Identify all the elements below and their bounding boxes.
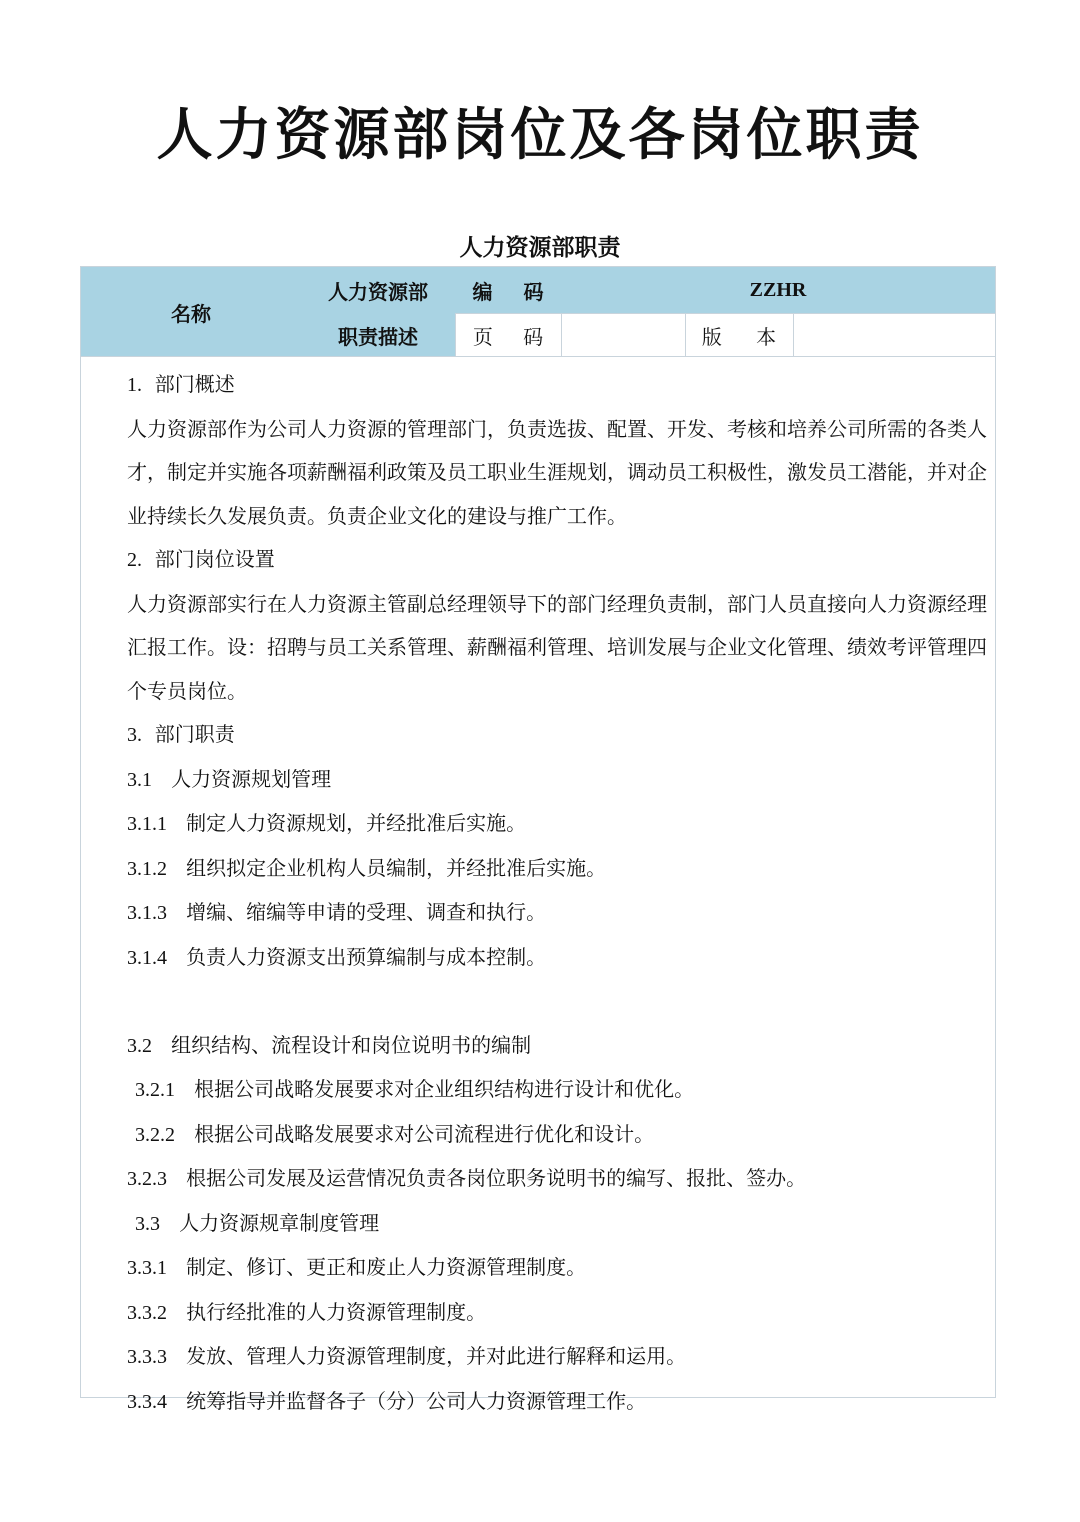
paragraph: 人力资源部实行在人力资源主管副总经理领导下的部门经理负责制，部门人员直接向人力资源经理汇报工作。设：招聘与员工关系管理、薪酬福利管理、培训发展与企业文化管理、绩效考评管理四个专员岗位。 xyxy=(127,591,987,703)
version-label: 版 本 xyxy=(701,324,777,349)
list-item: 3.1.4 负责人力资源支出预算编制与成本控制。 xyxy=(127,944,547,969)
divider xyxy=(685,313,686,357)
subsection-heading: 3.1 人力资源规划管理 xyxy=(127,766,332,791)
subsection-heading: 3.2 组织结构、流程设计和岗位说明书的编制 xyxy=(127,1032,532,1057)
divider xyxy=(81,356,995,357)
page-value-cell xyxy=(561,313,685,357)
list-item: 3.2.3 根据公司发展及运营情况负责各岗位职务说明书的编写、报批、签办。 xyxy=(127,1166,807,1190)
code-label: 编 码 xyxy=(472,279,544,304)
divider xyxy=(455,313,995,314)
divider xyxy=(793,313,794,357)
version-label-cell xyxy=(685,313,793,357)
code-value: ZZHR xyxy=(749,278,807,301)
section-heading: 2. 部门岗位设置 xyxy=(127,547,275,571)
section-title: 人力资源部职责 xyxy=(459,235,621,261)
list-item: 3.3.3 发放、管理人力资源管理制度，并对此进行解释和运用。 xyxy=(127,1344,687,1368)
table-header xyxy=(81,267,995,357)
divider xyxy=(561,313,562,357)
spacer xyxy=(127,980,987,1024)
duty-desc-cell xyxy=(301,313,455,357)
version-value-cell xyxy=(793,313,995,357)
name-label: 名称 xyxy=(171,301,211,326)
page-label-cell xyxy=(455,313,561,357)
list-item: 3.2.1 根据公司战略发展要求对企业组织结构进行设计和优化。 xyxy=(135,1077,695,1101)
subsection-heading: 3.3 人力资源规章制度管理 xyxy=(135,1210,380,1235)
document-title: 人力资源部岗位及各岗位职责 xyxy=(156,103,924,168)
list-item: 3.3.1 制定、修订、更正和废止人力资源管理制度。 xyxy=(127,1255,587,1279)
section-heading: 1. 部门概述 xyxy=(127,372,235,396)
section-heading: 3. 部门职责 xyxy=(127,722,235,746)
code-value-cell xyxy=(561,267,995,313)
code-label-cell xyxy=(455,267,561,313)
page-label: 页 码 xyxy=(472,324,544,349)
list-item: 3.3.4 统筹指导并监督各子（分）公司人力资源管理工作。 xyxy=(127,1388,647,1413)
list-item: 3.1.2 组织拟定企业机构人员编制，并经批准后实施。 xyxy=(127,855,607,880)
dept-name: 人力资源部 xyxy=(328,279,428,304)
list-item: 3.1.3 增编、缩编等申请的受理、调查和执行。 xyxy=(127,900,547,924)
duty-content xyxy=(127,363,987,1424)
list-item: 3.3.2 执行经批准的人力资源管理制度。 xyxy=(127,1299,487,1324)
list-item: 3.2.2 根据公司战略发展要求对公司流程进行优化和设计。 xyxy=(135,1121,655,1146)
duty-desc-label: 职责描述 xyxy=(338,324,418,349)
name-label-cell xyxy=(81,267,301,357)
duty-table xyxy=(80,266,996,1413)
dept-name-cell xyxy=(301,267,455,313)
list-item: 3.1.1 制定人力资源规划，并经批准后实施。 xyxy=(127,811,527,835)
paragraph: 人力资源部作为公司人力资源的管理部门，负责选拔、配置、开发、考核和培养公司所需的各类人才，制定并实施各项薪酬福利政策及员工职业生涯规划，调动员工积极性，激发员工潜能，并对企业持续长久发展负责。负责企业文化的建设与推广工作。 xyxy=(127,416,987,528)
divider xyxy=(455,313,456,357)
